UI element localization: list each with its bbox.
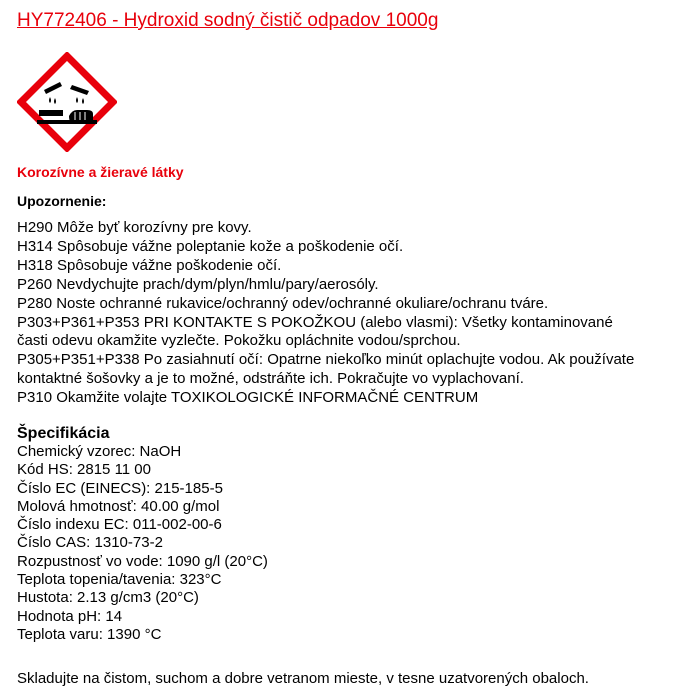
statement-line: H318 Spôsobuje vážne poškodenie očí. bbox=[17, 256, 282, 274]
specification-list bbox=[17, 443, 268, 644]
spec-item: Číslo indexu EC: 011-002-00-6 bbox=[17, 516, 222, 534]
spec-item: Chemický vzorec: NaOH bbox=[17, 443, 182, 460]
hazard-class: Korozívne a žieravé látky bbox=[17, 164, 184, 180]
statement-line: P280 Noste ochranné rukavice/ochranný odev/ochranné okuliare/ochranu tváre. bbox=[17, 294, 549, 312]
spec-item: Číslo CAS: 1310-73-2 bbox=[17, 534, 163, 552]
signal-word: Upozornenie: bbox=[17, 193, 107, 209]
spec-item: Hustota: 2.13 g/cm3 (20°C) bbox=[17, 589, 199, 607]
spec-item: Hodnota pH: 14 bbox=[17, 607, 123, 625]
spec-item: Molová hmotnosť: 40.00 g/mol bbox=[17, 497, 220, 515]
spec-item: Teplota varu: 1390 °C bbox=[17, 625, 162, 643]
statement-line: H290 Môže byť korozívny pre kovy. bbox=[17, 219, 252, 236]
corrosive-ghs05-icon bbox=[17, 52, 117, 152]
statement-line: P305+P351+P338 Po zasiahnutí očí: Opatrne niekoľko minút oplachujte vodou. Ak používate kontaktné šošovky a je to možné, odstráňte ich. Pokračujte vo vyplachovaní. bbox=[17, 351, 635, 388]
statement-line: H314 Spôsobuje vážne poleptanie kože a poškodenie očí. bbox=[17, 237, 404, 255]
hazard-statements bbox=[17, 219, 687, 408]
document-title: HY772406 - Hydroxid sodný čistič odpadov 1000g bbox=[17, 10, 439, 31]
statement-line: P310 Okamžite volajte TOXIKOLOGICKÉ INFORMAČNÉ CENTRUM bbox=[17, 389, 479, 407]
spec-item: Číslo EC (EINECS): 215-185-5 bbox=[17, 479, 223, 497]
spec-item: Kód HS: 2815 11 00 bbox=[17, 461, 151, 479]
spec-item: Teplota topenia/tavenia: 323°C bbox=[17, 571, 222, 589]
specification-heading: Špecifikácia bbox=[17, 425, 110, 442]
statement-line: P260 Nevdychujte prach/dym/plyn/hmlu/pary/aerosóly. bbox=[17, 275, 379, 293]
storage-instructions: Skladujte na čistom, suchom a dobre vetranom mieste, v tesne uzatvorených obaloch. bbox=[17, 670, 589, 687]
statement-line: P303+P361+P353 PRI KONTAKTE S POKOŽKOU (alebo vlasmi): Všetky kontaminované časti odevu okamžite vyzlečte. Pokožku opláchnite vodou/sprchou. bbox=[17, 313, 613, 350]
spec-item: Rozpustnosť vo vode: 1090 g/l (20°C) bbox=[17, 552, 268, 570]
